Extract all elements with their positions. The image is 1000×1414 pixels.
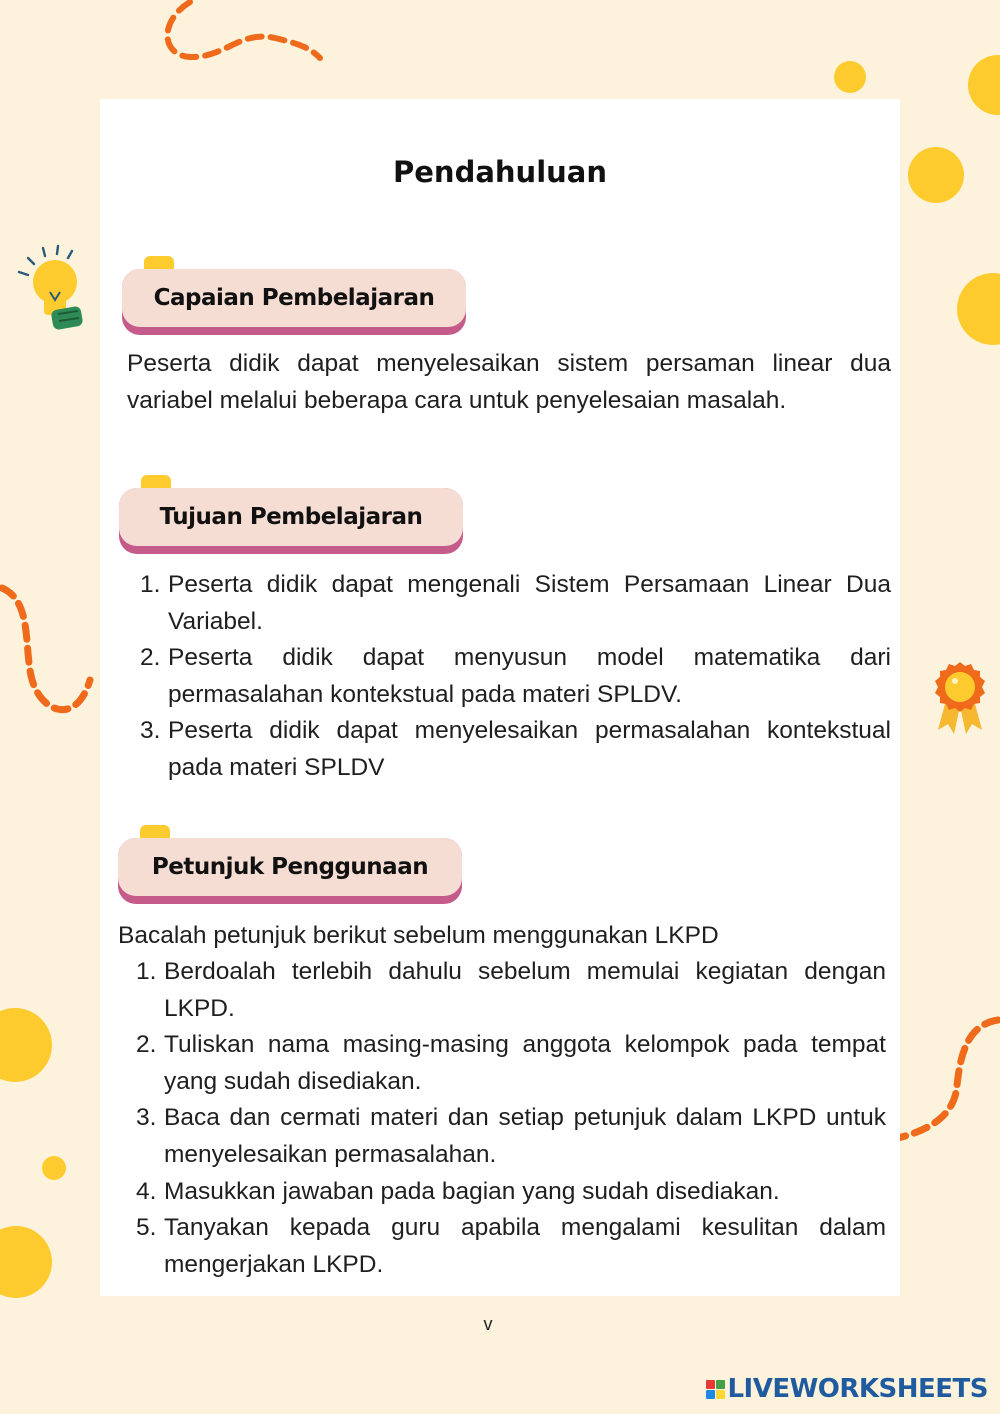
petunjuk-intro: Bacalah petunjuk berikut sebelum menggunakan LKPD: [118, 922, 719, 949]
list-number: 3.: [140, 717, 161, 745]
list-item: [136, 1174, 886, 1211]
heading-label: Tujuan Pembelajaran: [119, 488, 463, 546]
liveworksheets-logo-text: LIVEWORKSHEETS: [727, 1374, 988, 1404]
capaian-text: Peserta didik dapat menyelesaikan sistem persaman linear dua variabel melalui beberapa cara untuk penyelesaian masalah.: [127, 350, 891, 414]
dashed-curve-right: [895, 1010, 1000, 1145]
list-number: 4.: [136, 1177, 157, 1205]
decor-dot: [968, 55, 1000, 115]
list-text: Berdoalah terlebih dahulu sebelum memulai kegiatan dengan LKPD.: [164, 958, 886, 1022]
list-item: [136, 1027, 886, 1100]
list-text: Tanyakan kepada guru apabila mengalami kesulitan dalam mengerjakan LKPD.: [164, 1214, 886, 1278]
dashed-curve-left: [0, 580, 110, 740]
list-item: [140, 567, 891, 640]
list-text: Baca dan cermati materi dan setiap petunjuk dalam LKPD untuk menyelesaikan permasalahan.: [164, 1104, 886, 1168]
logo-square: [706, 1380, 715, 1389]
decor-dot: [957, 273, 1000, 345]
list-number: 1.: [140, 571, 161, 598]
heading-label: Petunjuk Penggunaan: [118, 838, 462, 896]
decor-dot: [834, 61, 866, 93]
section-heading-petunjuk: [118, 838, 462, 904]
list-text: Masukkan jawaban pada bagian yang sudah disediakan.: [164, 1177, 780, 1205]
liveworksheets-logo-icon: [706, 1380, 725, 1399]
logo-square: [716, 1390, 725, 1399]
list-item: [140, 713, 891, 786]
list-number: 5.: [136, 1214, 157, 1242]
list-number: 3.: [136, 1104, 157, 1132]
dashed-curve-top: [150, 0, 340, 70]
liveworksheets-logo[interactable]: [706, 1374, 988, 1404]
tujuan-list: [140, 567, 891, 787]
heading-label: Capaian Pembelajaran: [122, 269, 466, 327]
logo-square: [706, 1390, 715, 1399]
section-heading-capaian: [122, 269, 466, 335]
list-item: [136, 1210, 886, 1283]
list-text: Tuliskan nama masing-masing anggota kelompok pada tempat yang sudah disediakan.: [164, 1031, 886, 1095]
petunjuk-list: [136, 954, 886, 1283]
list-number: 2.: [140, 644, 161, 672]
decor-dot: [0, 1226, 52, 1298]
decor-dot: [42, 1156, 66, 1180]
list-text: Peserta didik dapat menyelesaikan permasalahan kontekstual pada materi SPLDV: [168, 717, 891, 781]
list-item: [136, 954, 886, 1027]
page-number: v: [483, 1314, 493, 1334]
decor-dot: [0, 1008, 52, 1082]
section-heading-tujuan: [119, 488, 463, 554]
list-number: 1.: [136, 958, 157, 985]
lightbulb-icon: [14, 242, 90, 334]
list-number: 2.: [136, 1031, 157, 1059]
list-item: [140, 640, 891, 713]
list-text: Peserta didik dapat mengenali Sistem Persamaan Linear Dua Variabel.: [168, 571, 891, 635]
page-title: Pendahuluan: [393, 155, 607, 189]
logo-square: [716, 1380, 725, 1389]
award-ribbon-icon: [932, 660, 988, 738]
list-item: [136, 1100, 886, 1173]
list-text: Peserta didik dapat menyusun model matematika dari permasalahan kontekstual pada materi SPLDV.: [168, 644, 891, 708]
